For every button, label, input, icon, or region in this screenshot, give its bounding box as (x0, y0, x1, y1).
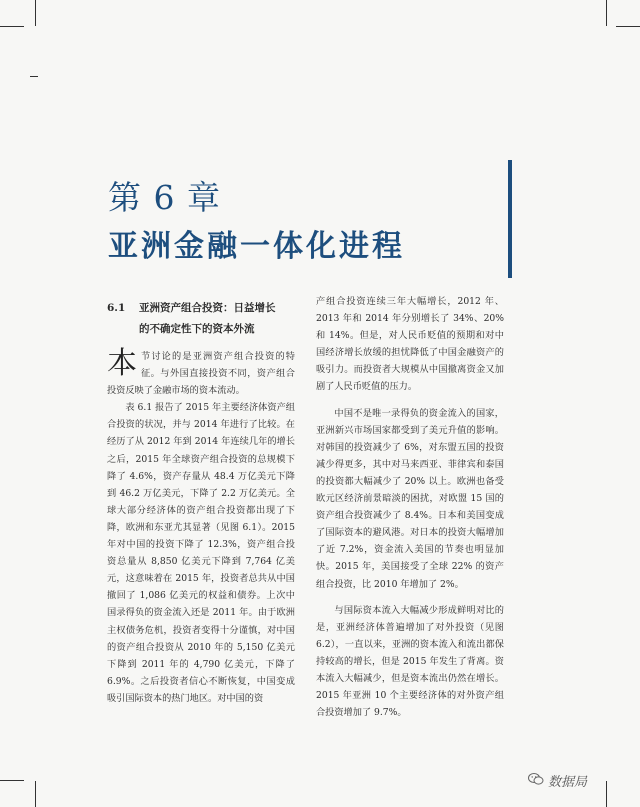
section-title (107, 298, 295, 340)
section-number: 6.1 (107, 302, 126, 314)
chapter-heading (108, 178, 405, 267)
text-column-left (107, 298, 295, 707)
section-title-line2: 的不确定性下的资本外流 (139, 323, 255, 335)
chapter-accent-bar (508, 160, 512, 278)
watermark-text: 数据局 (548, 775, 588, 790)
paragraph: 中国不是唯一录得负的资金流入的国家，亚洲新兴市场国家都受到了美元升值的影响。对韩国的投资减少了 6%，对东盟五国的投资减少得更多，其中对马来西亚、菲律宾和泰国的投资都大幅减少了 20% 以上。欧洲也备受欧元区经济前景暗淡的困扰，对欧盟 15 国的资产组合投资减少了 8.4%。日本和美国变成了国际资本的避风港。对日本的投资大幅增加了近 7.2%，资金流入美国的节奏也明显加快。2015 年，美国接受了全球 22% 的资产组合投资，比 2010 年增加了 2%。 (316, 407, 504, 590)
chapter-title: 亚洲金融一体化进程 (108, 229, 405, 264)
crop-mark-bottom-left-v (35, 781, 36, 807)
paragraph: 与国际资本流入大幅减少形成鲜明对比的是，亚洲经济体普遍增加了对外投资（见图 6.2），一直以来，亚洲的资本流入和流出都保持较高的增长，但是 2015 年发生了背离。资本流入大幅减少，但是资本流出仍然在增长。2015 年亚洲 10 个主要经济体的对外资产组合投资增加了 9.7%。 (316, 604, 504, 719)
drop-cap: 本 (107, 346, 137, 381)
paragraph-text: 节讨论的是亚洲资产组合投资的特征。与外国直接投资不同，资产组合投资反映了金融市场的资本流动。 (107, 351, 295, 397)
text-column-right (316, 293, 504, 721)
crop-mark-top-left-h (0, 26, 24, 27)
paragraph (107, 348, 295, 399)
crop-mark-top-right-h (616, 26, 640, 27)
crop-mark-bottom-right-v (606, 781, 607, 807)
crop-mark-bottom-left-h (0, 780, 24, 781)
wechat-icon (528, 772, 544, 786)
paragraph: 产组合投资连续三年大幅增长，2012 年、2013 年和 2014 年分别增长了 34%、20% 和 14%。但是，对人民币贬值的预期和对中国经济增长放缓的担忧降低了中国金融资产的吸引力。而投资者大规模从中国撤离资金又加剧了人民币贬值的压力。 (316, 296, 504, 393)
crop-mark-side-left (30, 76, 38, 77)
section-title-line1: 亚洲资产组合投资：日益增长 (139, 302, 276, 314)
crop-mark-top-right-v (606, 0, 607, 26)
chapter-number: 第 6 章 (108, 178, 221, 217)
paragraph: 表 6.1 报告了 2015 年主要经济体资产组合投资的状况，并与 2014 年进行了比较。在经历了从 2012 年到 2014 年连续几年的增长之后，2015 年全球资产组合投资的总规模下降了 4.6%，资产存量从 48.4 万亿美元下降到 46.2 万亿美元，下降了 2.2 万亿美元。全球大部分经济体的资产组合投资都出现了下降，欧洲和东亚尤其显著（见图 6.1）。2015 年对中国的投资下降了 12.3%，资产组合投资总量从 8,850 亿美元下降到 7,764 亿美元，这意味着在 2015 年，投资者总共从中国撤回了 1,086 亿美元的权益和债券。上次中国录得负的资金流入还是 2011 年。由于欧洲主权债务危机，投资者变得十分谨慎，对中国的资产组合投资从 2010 年的 5,150 亿美元下降到 2011 年的 4,790 亿美元，下降了 6.9%。之后投资者信心不断恢复，中国变成吸引国际资本的热门地区。对中国的资 (107, 402, 295, 704)
crop-mark-top-left-v (35, 0, 36, 26)
